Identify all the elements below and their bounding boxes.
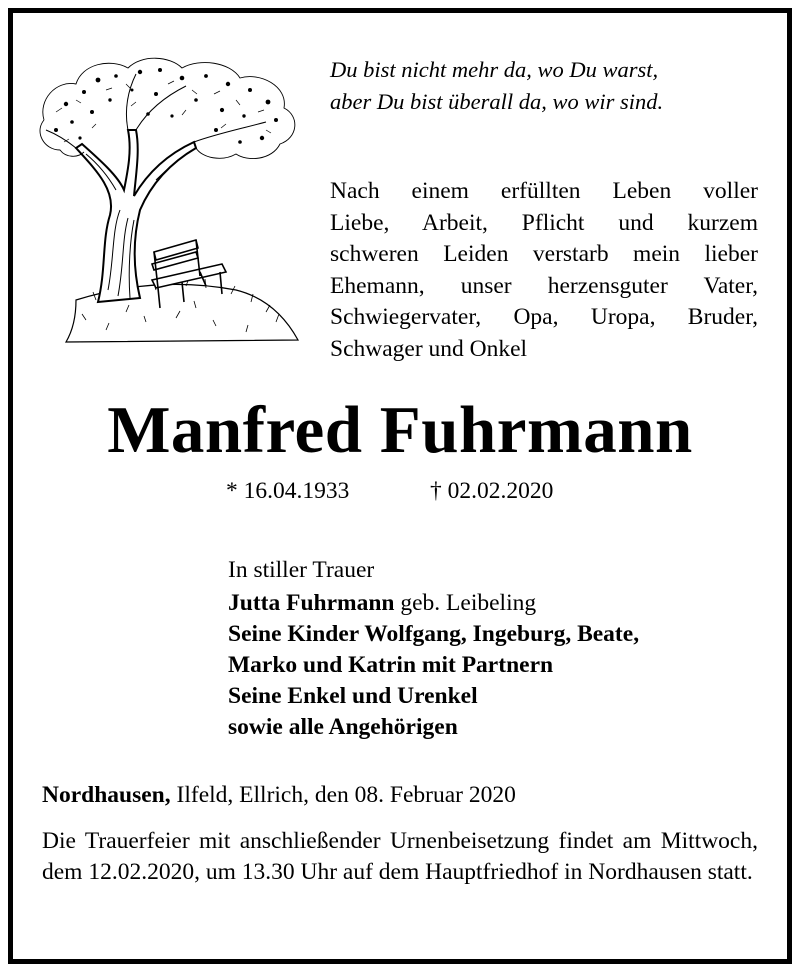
tree-with-bench-icon xyxy=(36,50,302,350)
deceased-name: Manfred Fuhrmann xyxy=(107,393,693,467)
intro-line: Nach einem erfüllten Leben voller xyxy=(330,178,758,204)
mourner-line: sowie alle Angehörigen xyxy=(228,714,458,740)
intro-line: Liebe, Arbeit, Pflicht und kurzem xyxy=(330,209,758,236)
death-date: † 02.02.2020 xyxy=(430,478,554,504)
intro-line: Schwiegervater, Opa, Uropa, Bruder, xyxy=(330,304,758,330)
intro-text xyxy=(330,176,758,365)
place-city: Nordhausen, xyxy=(42,782,171,808)
intro-line: Ehemann, unser herzensguter Vater, xyxy=(330,272,758,299)
place-date-line xyxy=(42,780,516,810)
mourners-block xyxy=(228,555,639,743)
memorial-quote xyxy=(330,54,663,118)
birth-date: * 16.04.1933 xyxy=(226,478,350,504)
intro-line: schweren Leiden verstarb mein lieber xyxy=(330,241,758,267)
intro-line: Schwager und Onkel xyxy=(330,335,528,362)
mourning-heading: In stiller Trauer xyxy=(228,557,375,583)
spouse-line xyxy=(228,588,639,619)
quote-line-2: aber Du bist überall da, wo wir sind. xyxy=(330,89,664,114)
quote-line-1: Du bist nicht mehr da, wo Du warst, xyxy=(330,57,659,82)
mourner-line: Seine Enkel und Urenkel xyxy=(228,683,478,709)
place-rest: Ilfeld, Ellrich, den 08. Februar 2020 xyxy=(170,782,516,808)
spouse-maiden-name: geb. Leibeling xyxy=(394,590,537,616)
mourner-line: Marko und Katrin mit Partnern xyxy=(228,652,554,678)
funeral-note: Die Trauerfeier mit anschließender Urnenbeisetzung findet am Mittwoch, dem 12.02.2020, um 13.30 Uhr auf dem Hauptfriedhof in Nordhausen statt. xyxy=(42,828,758,885)
mourner-line: Seine Kinder Wolfgang, Ingeburg, Beate, xyxy=(228,621,640,647)
spouse-name: Jutta Fuhrmann xyxy=(228,590,395,616)
